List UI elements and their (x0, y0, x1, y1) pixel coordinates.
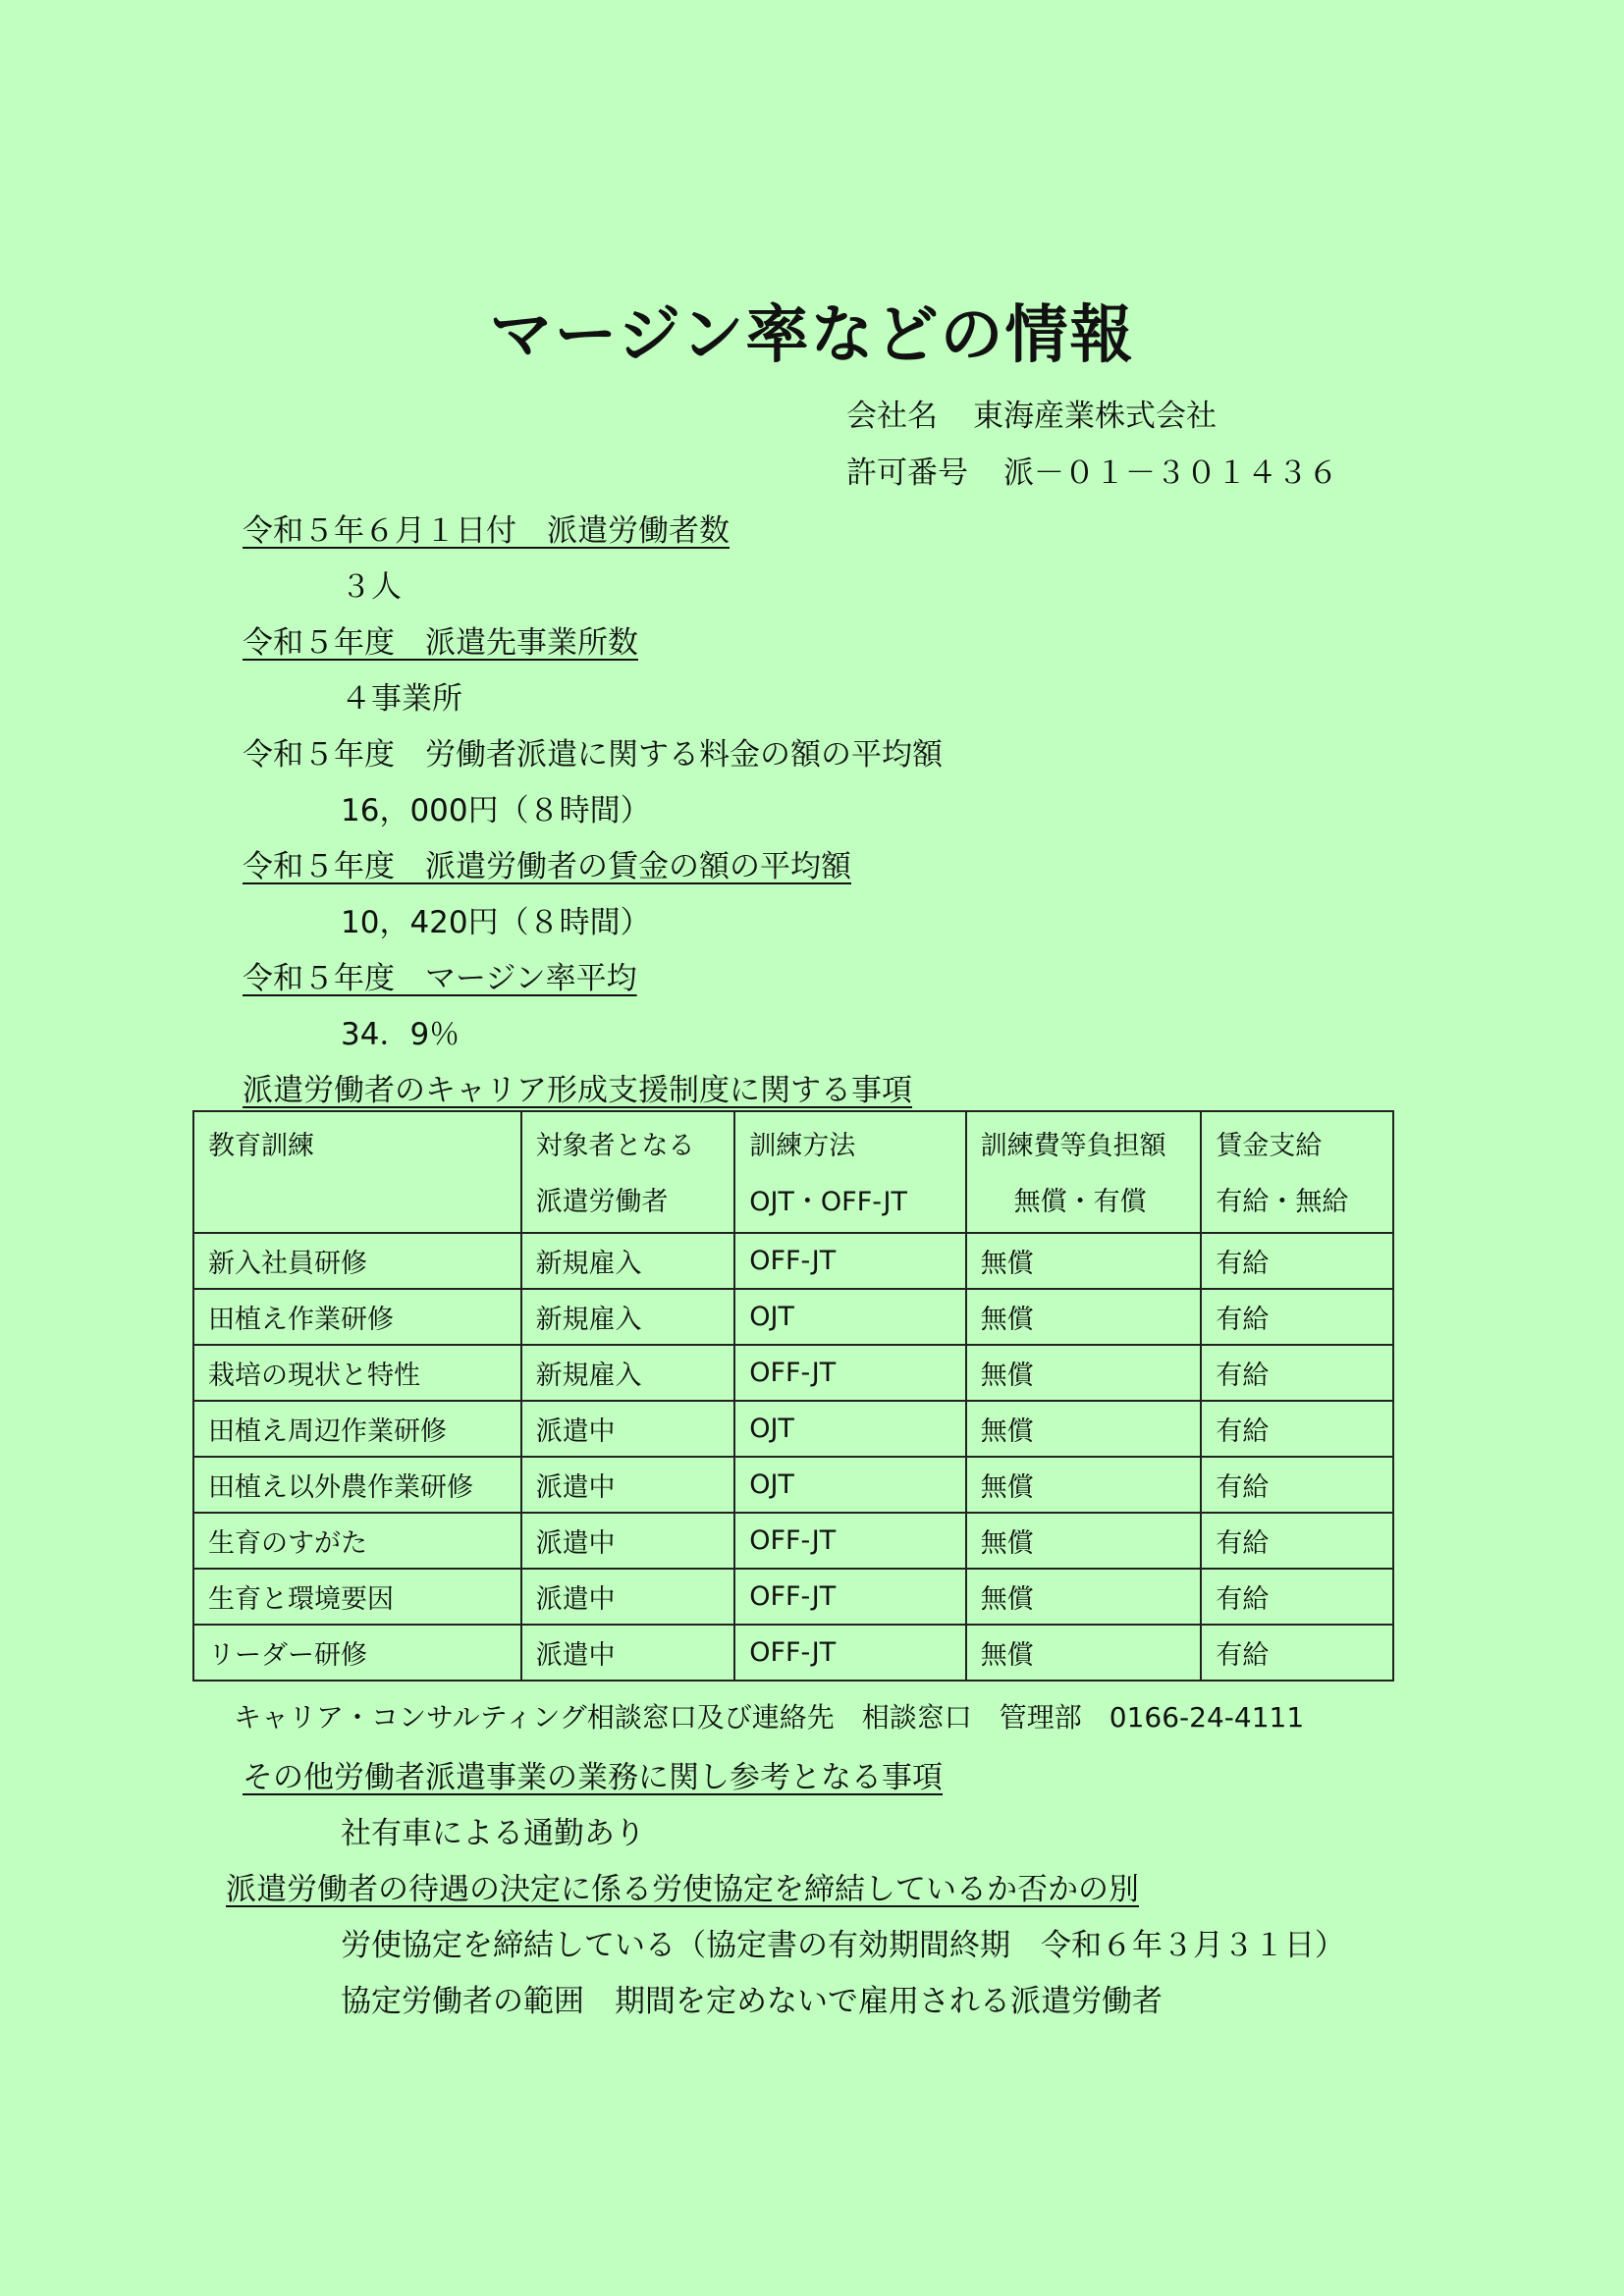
cell-wage: 有給 (1201, 1233, 1393, 1289)
cell-cost: 無償 (966, 1289, 1202, 1345)
margin-rate-heading: 令和５年度 マージン率平均 (243, 961, 637, 996)
client-office-count-heading: 令和５年度 派遣先事業所数 (243, 625, 638, 661)
license-label: 許可番号 (846, 455, 968, 491)
license-number: 派－０１－３０１４３６ (1003, 455, 1338, 491)
other-matters-value: 社有車による通勤あり (341, 1816, 645, 1851)
cell-training: 生育のすがた (193, 1513, 521, 1569)
margin-rate-value: 34．9％ (341, 1017, 460, 1052)
labor-agreement-scope: 協定労働者の範囲 期間を定めないで雇用される派遣労働者 (341, 1984, 1163, 2019)
company-label: 会社名 (846, 399, 938, 434)
cell-cost: 無償 (966, 1569, 1202, 1625)
dispatch-worker-count-value: ３人 (341, 569, 402, 605)
table-row (193, 1625, 1393, 1681)
table-row (193, 1289, 1393, 1345)
table-header-row (193, 1111, 1393, 1233)
cell-target: 新規雇入 (521, 1289, 735, 1345)
cell-wage: 有給 (1201, 1625, 1393, 1681)
cell-training: 生育と環境要因 (193, 1569, 521, 1625)
dispatch-worker-count-heading: 令和５年６月１日付 派遣労働者数 (243, 513, 730, 549)
career-support-heading: 派遣労働者のキャリア形成支援制度に関する事項 (243, 1073, 912, 1108)
table-row (193, 1345, 1393, 1401)
cell-method: OJT (734, 1457, 965, 1513)
cell-target: 派遣中 (521, 1569, 735, 1625)
cell-target: 派遣中 (521, 1401, 735, 1457)
table-row (193, 1513, 1393, 1569)
average-wage-heading: 令和５年度 派遣労働者の賃金の額の平均額 (243, 849, 851, 884)
license-row (846, 448, 1338, 492)
career-contact: キャリア・コンサルティング相談窓口及び連絡先 相談窓口 管理部 0166-24-4111 (234, 1701, 1305, 1734)
company-row (846, 391, 1217, 435)
cell-wage: 有給 (1201, 1513, 1393, 1569)
header-target: 対象者となる 派遣労働者 (521, 1111, 735, 1233)
average-fee-value: 16，000円（８時間） (341, 793, 651, 828)
cell-cost: 無償 (966, 1513, 1202, 1569)
cell-method: OFF-JT (734, 1513, 965, 1569)
cell-training: 田植え以外農作業研修 (193, 1457, 521, 1513)
header-training: 教育訓練 (193, 1111, 521, 1233)
company-name: 東海産業株式会社 (973, 399, 1217, 434)
cell-method: OFF-JT (734, 1345, 965, 1401)
header-cost: 訓練費等負担額 無償・有償 (966, 1111, 1202, 1233)
table-row (193, 1569, 1393, 1625)
header-wage: 賃金支給 有給・無給 (1201, 1111, 1393, 1233)
cell-cost: 無償 (966, 1625, 1202, 1681)
cell-training: 田植え周辺作業研修 (193, 1401, 521, 1457)
cell-target: 派遣中 (521, 1457, 735, 1513)
table-row (193, 1233, 1393, 1289)
cell-method: OJT (734, 1289, 965, 1345)
cell-training: 新入社員研修 (193, 1233, 521, 1289)
client-office-count-value: ４事業所 (341, 681, 462, 717)
cell-target: 派遣中 (521, 1513, 735, 1569)
labor-agreement-status: 労使協定を締結している（協定書の有効期間終期 令和６年３月３１日） (341, 1928, 1345, 1963)
cell-method: OFF-JT (734, 1625, 965, 1681)
cell-target: 新規雇入 (521, 1233, 735, 1289)
labor-agreement-heading: 派遣労働者の待遇の決定に係る労使協定を締結しているか否かの別 (226, 1872, 1139, 1907)
header-method: 訓練方法 OJT・OFF-JT (734, 1111, 965, 1233)
cell-wage: 有給 (1201, 1569, 1393, 1625)
cell-cost: 無償 (966, 1457, 1202, 1513)
cell-wage: 有給 (1201, 1401, 1393, 1457)
cell-method: OJT (734, 1401, 965, 1457)
cell-cost: 無償 (966, 1401, 1202, 1457)
training-table (192, 1110, 1394, 1682)
cell-training: リーダー研修 (193, 1625, 521, 1681)
cell-training: 栽培の現状と特性 (193, 1345, 521, 1401)
table-row (193, 1401, 1393, 1457)
average-fee-heading: 令和５年度 労働者派遣に関する料金の額の平均額 (243, 737, 943, 773)
cell-wage: 有給 (1201, 1457, 1393, 1513)
cell-method: OFF-JT (734, 1569, 965, 1625)
cell-target: 派遣中 (521, 1625, 735, 1681)
other-matters-heading: その他労働者派遣事業の業務に関し参考となる事項 (243, 1760, 943, 1795)
average-wage-value: 10，420円（８時間） (341, 905, 651, 940)
cell-cost: 無償 (966, 1233, 1202, 1289)
cell-training: 田植え作業研修 (193, 1289, 521, 1345)
cell-wage: 有給 (1201, 1345, 1393, 1401)
cell-wage: 有給 (1201, 1289, 1393, 1345)
table-row (193, 1457, 1393, 1513)
cell-target: 新規雇入 (521, 1345, 735, 1401)
cell-cost: 無償 (966, 1345, 1202, 1401)
page-title: マージン率などの情報 (489, 299, 1135, 372)
cell-method: OFF-JT (734, 1233, 965, 1289)
